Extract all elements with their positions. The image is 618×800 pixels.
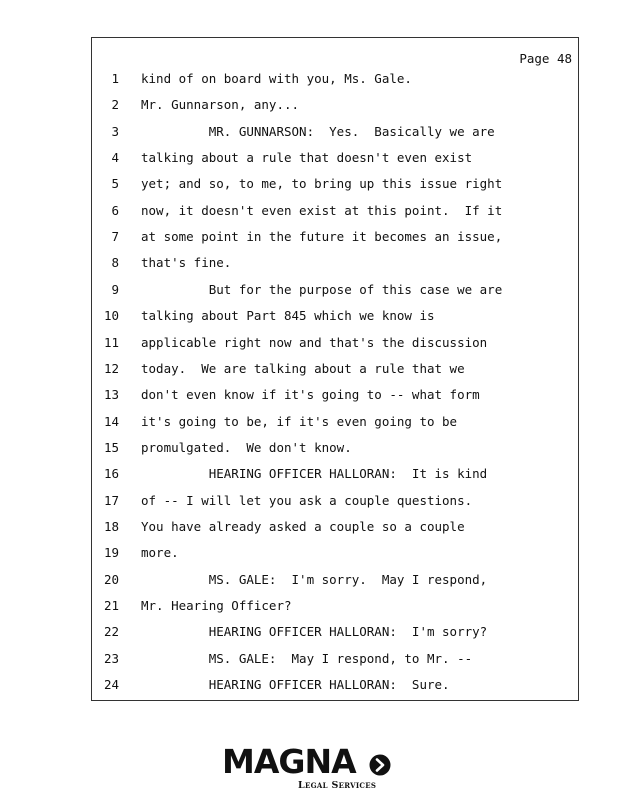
line-number: 1	[111, 71, 119, 86]
line-text: You have already asked a couple so a couple	[141, 518, 465, 534]
line-number: 23	[103, 650, 119, 666]
magna-logo	[222, 742, 397, 794]
line-number: 19	[103, 545, 119, 561]
line-text: But for the purpose of this case we are	[141, 281, 503, 297]
line-text: talking about Part 845 which we know is	[141, 308, 435, 324]
line-text: talking about a rule that doesn't even exist	[141, 150, 473, 166]
line-text: at some point in the future it becomes an issue,	[141, 229, 503, 245]
line-text: HEARING OFFICER HALLORAN: I'm sorry?	[141, 624, 488, 640]
line-number: 2	[111, 97, 119, 113]
line-number: 16	[103, 466, 119, 482]
line-text: now, it doesn't even exist at this point. If it	[141, 202, 503, 218]
line-number: 15	[103, 439, 119, 455]
line-text: MS. GALE: I'm sorry. May I respond,	[141, 571, 488, 587]
line-number: 22	[103, 624, 119, 640]
line-text: Mr. Hearing Officer?	[141, 598, 292, 613]
line-text: today. We are talking about a rule that we	[141, 360, 465, 376]
line-text: applicable right now and that's the discussion	[141, 334, 488, 350]
line-text: don't even know if it's going to -- what form	[141, 387, 480, 403]
line-text: that's fine.	[141, 255, 232, 271]
line-text: HEARING OFFICER HALLORAN: Sure.	[141, 677, 450, 693]
line-text: MR. GUNNARSON: Yes. Basically we are	[141, 123, 495, 139]
arrow-circle-icon	[369, 754, 391, 776]
line-text: yet; and so, to me, to bring up this issue right	[141, 176, 503, 192]
transcript-page	[91, 37, 579, 701]
line-number: 20	[103, 571, 119, 587]
line-text: of -- I will let you ask a couple questions.	[141, 492, 473, 508]
logo-wordmark: MAGNA	[222, 742, 356, 781]
line-number: 13	[103, 387, 119, 403]
line-number: 9	[111, 281, 119, 297]
line-number: 7	[111, 229, 119, 245]
line-number: 5	[111, 176, 119, 192]
line-text: it's going to be, if it's even going to be	[141, 413, 458, 429]
line-number: 6	[111, 202, 119, 218]
logo-tagline: Legal Services	[298, 780, 377, 791]
line-number: 18	[103, 518, 119, 534]
line-number: 17	[103, 492, 119, 508]
line-text: more.	[141, 545, 179, 561]
line-number: 8	[111, 255, 119, 271]
line-number: 4	[111, 150, 119, 166]
line-number: 24	[103, 677, 119, 693]
page-number: Page 48	[519, 51, 572, 66]
line-number: 11	[103, 334, 119, 350]
line-text: HEARING OFFICER HALLORAN: It is kind	[141, 466, 488, 482]
line-number: 14	[103, 413, 119, 429]
line-number: 10	[103, 308, 119, 324]
line-number: 12	[103, 360, 119, 376]
line-number: 3	[111, 123, 119, 139]
line-text: promulgated. We don't know.	[141, 439, 352, 455]
line-text: kind of on board with you, Ms. Gale.	[141, 71, 412, 86]
line-text: Mr. Gunnarson, any...	[141, 97, 300, 113]
line-number: 21	[103, 598, 119, 613]
line-text: MS. GALE: May I respond, to Mr. --	[141, 650, 473, 666]
